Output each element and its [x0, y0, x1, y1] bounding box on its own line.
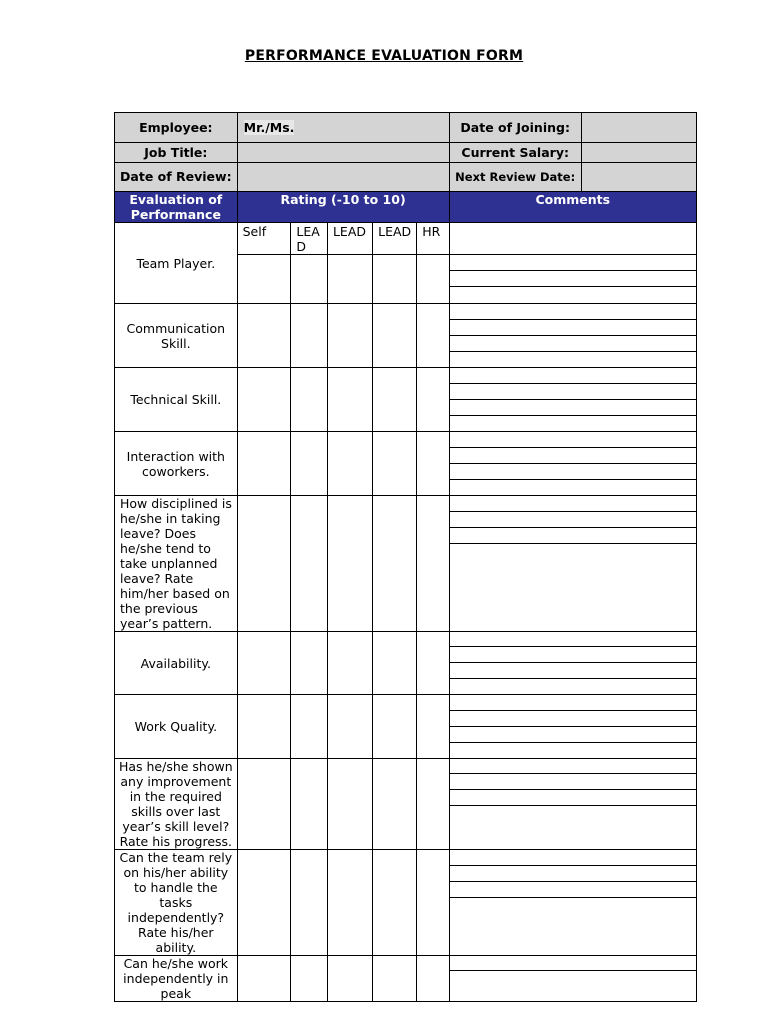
rating-cell[interactable] — [327, 432, 372, 496]
criterion-label: How disciplined is he/she in taking leave? Does he/she tend to take unplanned leave? Rate him/her based on the previous year’s pattern. — [115, 496, 238, 632]
salary-label: Current Salary: — [449, 143, 581, 163]
form-title: PERFORMANCE EVALUATION FORM — [244, 48, 524, 64]
rating-cell[interactable] — [237, 496, 291, 632]
rating-cell[interactable] — [291, 432, 328, 496]
rating-cell[interactable] — [373, 432, 417, 496]
criterion-label: Team Player. — [115, 223, 238, 304]
rating-cell[interactable] — [291, 368, 328, 432]
evaluation-table — [114, 112, 697, 1002]
rating-cell[interactable] — [373, 956, 417, 1002]
rating-cell[interactable] — [417, 759, 449, 850]
rating-cell[interactable] — [327, 850, 372, 956]
doj-label: Date of Joining: — [449, 113, 581, 143]
comment-cell[interactable] — [449, 432, 696, 496]
rating-cell[interactable] — [327, 956, 372, 1002]
criterion-label: Communication Skill. — [115, 304, 238, 368]
rating-cell[interactable] — [237, 956, 291, 1002]
criterion-label: Technical Skill. — [115, 368, 238, 432]
rating-cell[interactable] — [291, 632, 328, 695]
comments-column-header: Comments — [449, 192, 696, 223]
rating-column-header: Rating (-10 to 10) — [237, 192, 449, 223]
rating-subheader-hr: HR — [417, 223, 449, 255]
rating-cell[interactable] — [417, 304, 449, 368]
criterion-label: Can the team rely on his/her ability to handle the tasks independently? Rate his/her ability. — [115, 850, 238, 956]
rating-cell[interactable] — [327, 368, 372, 432]
rating-cell[interactable] — [417, 255, 449, 304]
rating-cell[interactable] — [291, 759, 328, 850]
rating-cell[interactable] — [373, 368, 417, 432]
next-review-label: Next Review Date: — [449, 163, 581, 192]
rating-cell[interactable] — [327, 632, 372, 695]
review-date-value-cell[interactable] — [237, 163, 449, 192]
rating-subheader-lead-1: LEAD — [291, 223, 328, 255]
rating-cell[interactable] — [417, 850, 449, 956]
criterion-label: Availability. — [115, 632, 238, 695]
comment-cell[interactable] — [449, 956, 696, 1002]
employee-value-cell[interactable] — [237, 113, 449, 143]
rating-cell[interactable] — [291, 695, 328, 759]
rating-cell[interactable] — [417, 695, 449, 759]
doj-value-cell[interactable] — [581, 113, 696, 143]
rating-cell[interactable] — [291, 850, 328, 956]
comment-cell[interactable] — [449, 632, 696, 695]
comment-cell[interactable] — [449, 759, 696, 850]
rating-cell[interactable] — [417, 632, 449, 695]
rating-subheader-lead-3: LEAD — [373, 223, 417, 255]
rating-cell[interactable] — [327, 255, 372, 304]
rating-cell[interactable] — [237, 850, 291, 956]
rating-cell[interactable] — [291, 304, 328, 368]
job-title-label: Job Title: — [115, 143, 238, 163]
rating-cell[interactable] — [291, 255, 328, 304]
criterion-label: Can he/she work independently in peak — [115, 956, 238, 1002]
next-review-value-cell[interactable] — [581, 163, 696, 192]
rating-cell[interactable] — [417, 956, 449, 1002]
rating-cell[interactable] — [291, 496, 328, 632]
rating-subheader-self: Self — [237, 223, 291, 255]
comment-cell[interactable] — [449, 368, 696, 432]
rating-cell[interactable] — [291, 956, 328, 1002]
rating-cell[interactable] — [373, 632, 417, 695]
rating-cell[interactable] — [373, 695, 417, 759]
rating-cell[interactable] — [373, 496, 417, 632]
criterion-label: Work Quality. — [115, 695, 238, 759]
rating-cell[interactable] — [327, 759, 372, 850]
evaluation-column-header: Evaluation of Performance — [115, 192, 238, 223]
rating-cell[interactable] — [237, 432, 291, 496]
rating-cell[interactable] — [327, 304, 372, 368]
rating-cell[interactable] — [417, 496, 449, 632]
rating-subheader-lead-2: LEAD — [327, 223, 372, 255]
rating-cell[interactable] — [373, 304, 417, 368]
rating-cell[interactable] — [237, 759, 291, 850]
rating-cell[interactable] — [237, 304, 291, 368]
rating-cell[interactable] — [417, 432, 449, 496]
criterion-label: Has he/she shown any improvement in the required skills over last year’s skill level? Rate his progress. — [115, 759, 238, 850]
rating-cell[interactable] — [327, 695, 372, 759]
rating-cell[interactable] — [373, 255, 417, 304]
comment-cell[interactable] — [449, 850, 696, 956]
comment-cell[interactable] — [449, 496, 696, 632]
criterion-label: Interaction with coworkers. — [115, 432, 238, 496]
rating-cell[interactable] — [237, 368, 291, 432]
rating-cell[interactable] — [237, 695, 291, 759]
rating-cell[interactable] — [373, 759, 417, 850]
comment-cell[interactable] — [449, 304, 696, 368]
rating-cell[interactable] — [327, 496, 372, 632]
comment-cell[interactable] — [449, 223, 696, 304]
rating-cell[interactable] — [417, 368, 449, 432]
rating-cell[interactable] — [237, 632, 291, 695]
rating-cell[interactable] — [237, 255, 291, 304]
rating-cell[interactable] — [373, 850, 417, 956]
job-title-value-cell[interactable] — [237, 143, 449, 163]
comment-cell[interactable] — [449, 695, 696, 759]
employee-label: Employee: — [115, 113, 238, 143]
review-date-label: Date of Review: — [115, 163, 238, 192]
salary-value-cell[interactable] — [581, 143, 696, 163]
employee-value: Mr./Ms. — [243, 120, 295, 135]
